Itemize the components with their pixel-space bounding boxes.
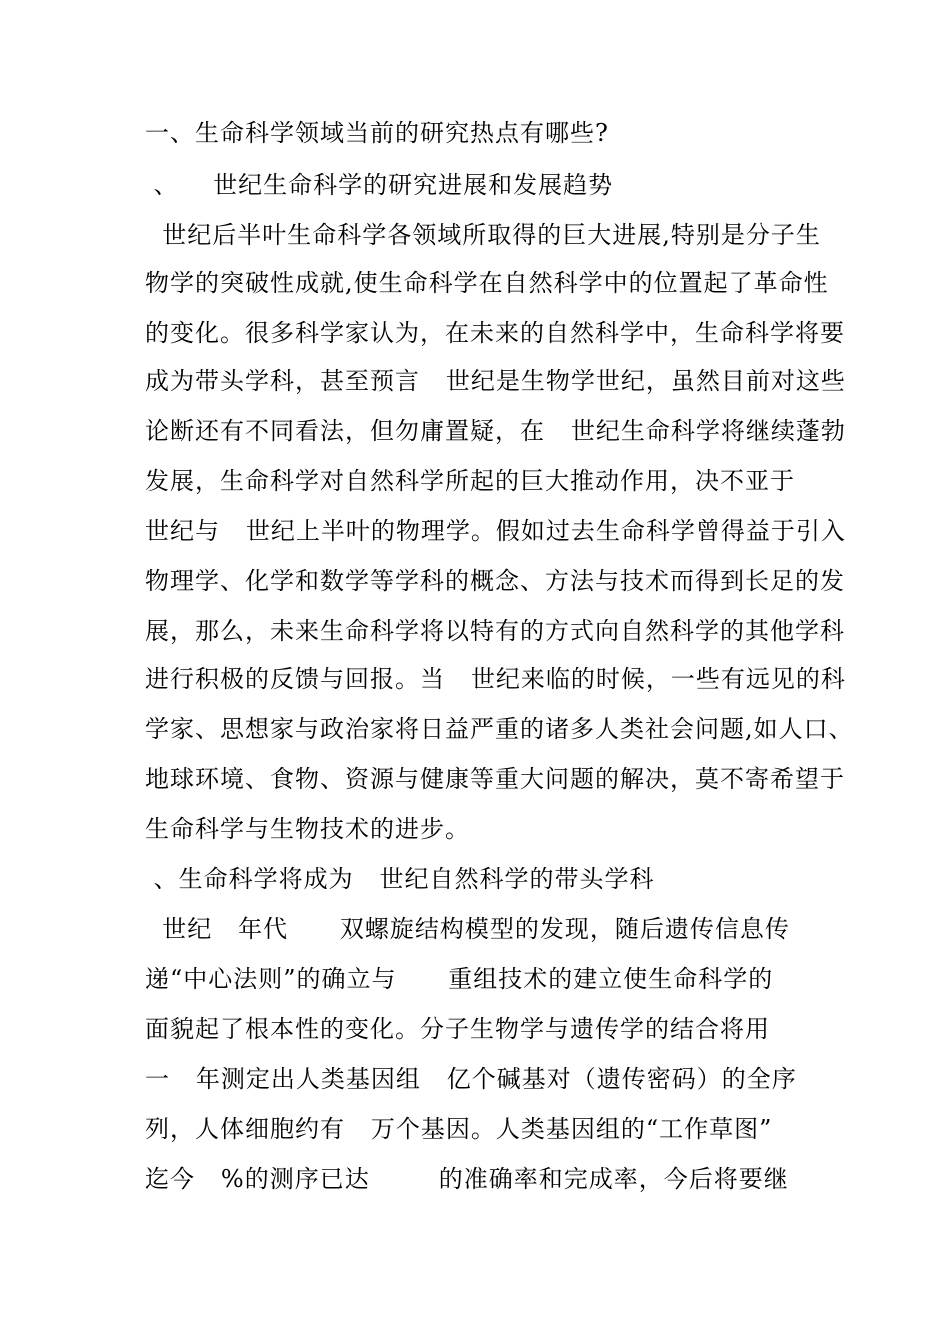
- subsection-heading: 、生命科学将成为 世纪自然科学的带头学科: [145, 865, 655, 893]
- body-text-line: 进行积极的反馈与回报。当 世纪来临的时候，一些有远见的科: [145, 665, 846, 693]
- body-text-line: 一 年测定出人类基因组 亿个碱基对（遗传密码）的全序: [145, 1065, 797, 1093]
- subsection-heading: 、 世纪生命科学的研究进展和发展趋势: [145, 171, 614, 199]
- body-text-line: 迄今 %的测序已达 的准确率和完成率，今后将要继: [145, 1165, 789, 1193]
- body-text-line: 论断还有不同看法，但勿庸置疑，在 世纪生命科学将继续蓬勃: [145, 417, 846, 445]
- body-text-line: 物理学、化学和数学等学科的概念、方法与技术而得到长足的发: [145, 567, 845, 595]
- body-text-line: 地球环境、食物、资源与健康等重大问题的解决，莫不寄希望于: [145, 765, 845, 793]
- body-text-line: 递“中心法则”的确立与 重组技术的建立使生命科学的: [145, 965, 774, 993]
- section-heading: 一、生命科学领域当前的研究热点有哪些?: [145, 119, 609, 147]
- body-text-line: 学家、思想家与政治家将日益严重的诸多人类社会问题,如人口、: [145, 715, 854, 743]
- body-text-line: 的变化。很多科学家认为，在未来的自然科学中，生命科学将要: [145, 319, 845, 347]
- body-text-line: 展，那么，未来生命科学将以特有的方式向自然科学的其他学科: [145, 617, 845, 645]
- body-text-line: 列，人体细胞约有 万个基因。人类基因组的“工作草图”: [145, 1115, 773, 1143]
- body-text-line: 世纪 年代 双螺旋结构模型的发现，随后遗传信息传: [145, 915, 790, 943]
- body-text-line: 世纪与 世纪上半叶的物理学。假如过去生命科学曾得益于引入: [145, 517, 846, 545]
- body-text-line: 成为带头学科，甚至预言 世纪是生物学世纪，虽然目前对这些: [145, 367, 846, 395]
- body-text-line: 面貌起了根本性的变化。分子生物学与遗传学的结合将用: [145, 1015, 770, 1043]
- body-text-line: 发展，生命科学对自然科学所起的巨大推动作用，决不亚于: [145, 467, 795, 495]
- body-text-line: 生命科学与生物技术的进步。: [145, 815, 470, 843]
- body-text-line: 物学的突破性成就,使生命科学在自然科学中的位置起了革命性: [145, 269, 829, 297]
- body-text-line: 世纪后半叶生命科学各领域所取得的巨大进展,特别是分子生: [145, 221, 821, 249]
